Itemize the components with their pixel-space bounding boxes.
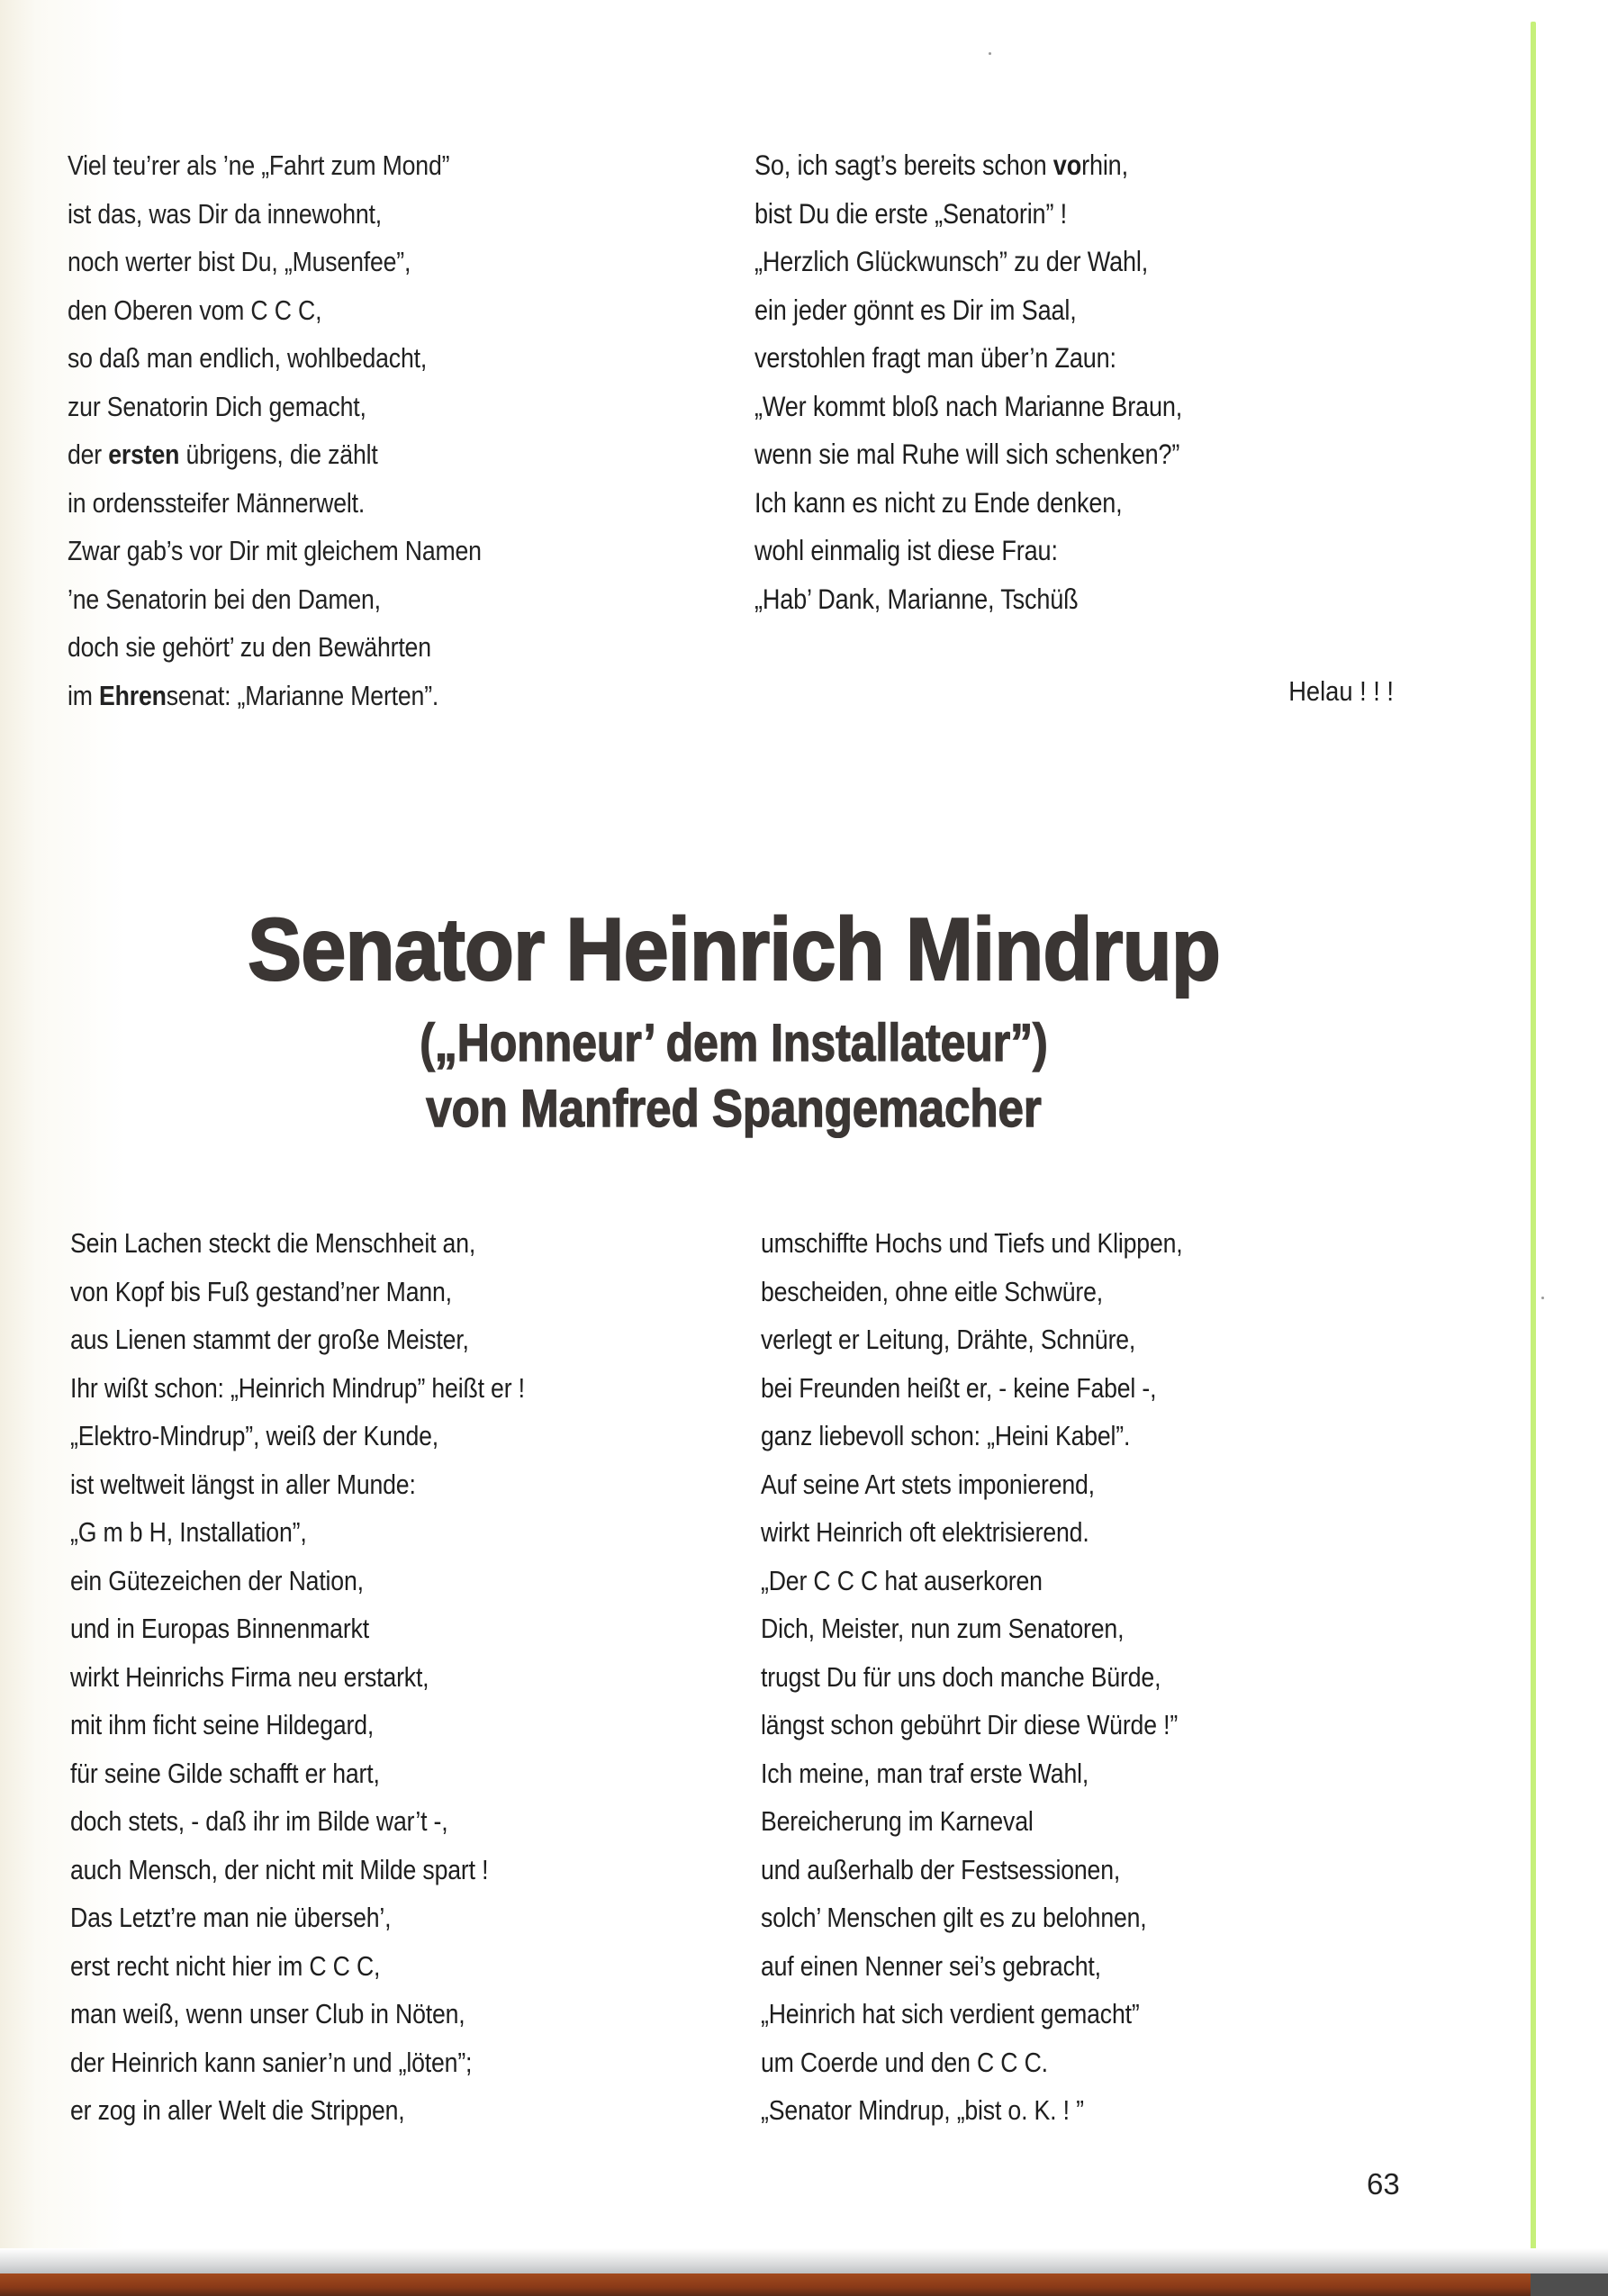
verse-line: ’ne Senatorin bei den Damen, (68, 583, 381, 615)
verse-line: so daß man endlich, wohlbedacht, (68, 342, 428, 374)
verse-line: Bereicherung im Karneval (761, 1805, 1034, 1837)
verse-text: So, ich sagt’s bereits schon (754, 149, 1053, 181)
verse-line: er zog in aller Welt die Strippen, (70, 2094, 405, 2126)
table-surface-dark-corner (1531, 2273, 1608, 2296)
verse-line: bei Freunden heißt er, - keine Fabel -, (761, 1371, 1157, 1404)
bottom-poem-left-column (70, 1219, 599, 2135)
verse-line: „Senator Mindrup, „bist o. K. ! ” (761, 2094, 1084, 2126)
verse-line: „Heinrich hat sich verdient gemacht” (761, 1998, 1140, 2029)
bottom-poem-right-column (761, 1219, 1251, 2135)
verse-line: Auf seine Art stets imponierend, (761, 1468, 1095, 1500)
verse-text: der (68, 438, 109, 470)
verse-line: auf einen Nenner sei’s gebracht, (761, 1949, 1101, 1982)
verse-line: „Wer kommt bloß nach Marianne Braun, (754, 389, 1183, 422)
verse-line: trugst Du für uns doch manche Bürde, (761, 1660, 1161, 1693)
verse-line: mit ihm ficht seine Hildegard, (70, 1709, 375, 1740)
verse-line: „Elektro-Mindrup”, weiß der Kunde, (70, 1420, 439, 1451)
bold-word: vo (1052, 149, 1082, 181)
verse-line: der Heinrich kann sanier’n und „löten”; (70, 2046, 473, 2078)
verse-line: Das Letzt’re man nie überseh’, (70, 1902, 392, 1933)
verse-line: für seine Gilde schafft er hart, (70, 1757, 380, 1789)
verse-line: verstohlen fragt man über’n Zaun: (754, 341, 1116, 374)
verse-line: bist Du die erste „Senatorin” ! (754, 196, 1068, 230)
page-bottom-shadow (0, 2248, 1608, 2275)
verse-line: und außerhalb der Festsessionen, (761, 1853, 1121, 1885)
verse-line: in ordenssteifer Männerwelt. (68, 486, 366, 519)
verse-line: ist weltweit längst in aller Munde: (70, 1468, 416, 1500)
article-subtitle: („Honneur’ dem Installateur”) (420, 1014, 1048, 1072)
verse-line: auch Mensch, der nicht mit Milde spart ! (70, 1853, 489, 1885)
bold-word: Ehren (99, 679, 167, 711)
verse-line: wirkt Heinrich oft elektrisierend. (761, 1516, 1089, 1548)
verse-line: man weiß, wenn unser Club in Nöten, (70, 1998, 465, 2029)
verse-line: „Der C C C hat auserkoren (761, 1564, 1043, 1596)
verse-line: ein Gütezeichen der Nation, (70, 1564, 364, 1596)
verse-text: senat: „Marianne Merten”. (166, 679, 439, 711)
page-number: 63 (1367, 2167, 1400, 2201)
page-edge-green-strip (1531, 22, 1536, 2262)
verse-line: doch stets, - daß ihr im Bilde war’t -, (70, 1805, 448, 1837)
verse-line: Ihr wißt schon: „Heinrich Mindrup” heißt er ! (70, 1371, 525, 1404)
verse-text: im (68, 679, 100, 711)
verse-line: „Herzlich Glückwunsch” zu der Wahl, (754, 245, 1149, 277)
verse-line: zur Senatorin Dich gemacht, (68, 390, 366, 422)
verse-line: und in Europas Binnenmarkt (70, 1613, 369, 1644)
top-poem-right-column (754, 141, 1251, 623)
verse-line: längst schon gebührt Dir diese Würde !” (761, 1709, 1179, 1740)
verse-line: um Coerde und den C C C. (761, 2046, 1048, 2078)
verse-line: doch sie gehört’ zu den Bewährten (68, 631, 431, 663)
closing-exclamation: Helau ! ! ! (1288, 675, 1394, 707)
verse-line: ganz liebevoll schon: „Heini Kabel”. (761, 1420, 1131, 1451)
verse-line: Dich, Meister, nun zum Senatoren, (761, 1613, 1125, 1644)
verse-line: wirkt Heinrichs Firma neu erstarkt, (70, 1660, 429, 1693)
verse-line: den Oberen vom C C C, (68, 294, 322, 326)
verse-line: „G m b H, Installation”, (70, 1516, 307, 1548)
top-poem-left-column (68, 141, 549, 719)
bold-word: ersten (108, 438, 180, 470)
verse-line: aus Lienen stammt der große Meister, (70, 1324, 469, 1355)
verse-line: solch’ Menschen gilt es zu belohnen, (761, 1902, 1147, 1933)
verse-line: Ich meine, man traf erste Wahl, (761, 1757, 1089, 1789)
article-author: von Manfred Spangemacher (426, 1080, 1042, 1138)
verse-line: wohl einmalig ist diese Frau: (754, 534, 1058, 566)
verse-text: rhin, (1081, 149, 1128, 181)
verse-line-with-bold (754, 141, 1182, 190)
verse-line: verlegt er Leitung, Drähte, Schnüre, (761, 1324, 1136, 1355)
verse-line: von Kopf bis Fuß gestand’ner Mann, (70, 1275, 452, 1307)
scan-speck (1541, 1297, 1544, 1299)
verse-line: ein jeder gönnt es Dir im Saal, (754, 293, 1077, 326)
verse-line: wenn sie mal Ruhe will sich schenken?” (754, 438, 1180, 470)
verse-line-with-bold (68, 672, 482, 720)
verse-line: noch werter bist Du, „Musenfee”, (68, 246, 411, 277)
table-surface-strip (0, 2273, 1608, 2296)
verse-line: „Hab’ Dank, Marianne, Tschüß (754, 582, 1079, 615)
verse-line: Viel teu’rer als ’ne „Fahrt zum Mond” (68, 149, 450, 181)
verse-line: Ich kann es nicht zu Ende denken, (754, 485, 1123, 519)
verse-text: übrigens, die zählt (179, 438, 378, 470)
verse-line: Sein Lachen steckt die Menschheit an, (70, 1227, 476, 1259)
article-title: Senator Heinrich Mindrup (248, 899, 1220, 999)
verse-line: erst recht nicht hier im C C C, (70, 1949, 381, 1982)
verse-line: bescheiden, ohne eitle Schwüre, (761, 1275, 1104, 1307)
verse-line: Zwar gab’s vor Dir mit gleichem Namen (68, 535, 482, 566)
verse-line-with-bold (68, 430, 482, 479)
verse-line: umschiffte Hochs und Tiefs und Klippen, (761, 1227, 1183, 1259)
verse-line: ist das, was Dir da innewohnt, (68, 197, 382, 230)
scan-speck (989, 52, 991, 55)
